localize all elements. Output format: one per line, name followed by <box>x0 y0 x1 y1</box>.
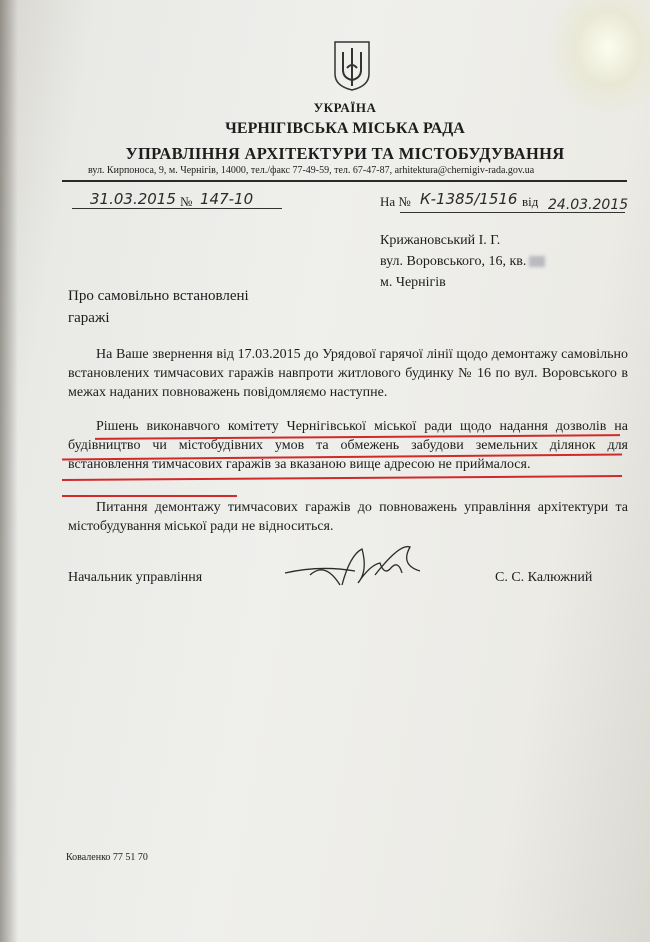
red-underline-4 <box>62 495 237 497</box>
page-shadow <box>0 0 18 942</box>
reference-underline <box>400 212 625 213</box>
signatory-name: С. С. Калюжний <box>495 570 593 585</box>
reference-number: К-1385/1516 <box>420 190 518 208</box>
redacted-apartment <box>529 256 545 267</box>
recipient-city: м. Чернігів <box>380 275 446 290</box>
handwritten-signature-icon <box>280 535 430 595</box>
red-underline-3 <box>62 475 622 481</box>
trident-crest-icon <box>333 40 371 92</box>
reference-prefix: На № <box>380 194 411 209</box>
reference-date: 24.03.2015 <box>548 197 629 213</box>
body-paragraph-1: На Ваше звернення від 17.03.2015 до Урядової гарячої лінії щодо демонтажу самовільно встановлених тимчасових гаражів навпроти житлового будинку № 16 по вул. Воровського в межах наданих повноважень повідомляємо наступне. <box>68 347 628 400</box>
letterhead-country: УКРАЇНА <box>313 100 377 115</box>
letterhead-department: УПРАВЛІННЯ АРХІТЕКТУРИ ТА МІСТОБУДУВАННЯ <box>125 144 565 163</box>
letterhead-rule <box>62 180 627 182</box>
outgoing-date: 31.03.2015 <box>90 190 176 208</box>
outgoing-underline <box>72 208 282 209</box>
body-paragraph-3: Питання демонтажу тимчасових гаражів до повноважень управління архітектури та містобудування міської ради не відноситься. <box>68 500 628 534</box>
letterhead-address: вул. Кирпоноса, 9, м. Чернігів, 14000, тел./факс 77-49-59, тел. 67-47-87, arhitektura@chernigiv-rada.gov.ua <box>88 165 535 176</box>
body-paragraph-2: Рішень виконавчого комітету Чернігівської міської ради щодо надання дозволів на будівництво чи містобудівних умов та обмежень забудови земельних ділянок для встановлення тимчасових гаражів за вказаною вище адресою не приймалося. <box>68 419 628 472</box>
executor-contact: Коваленко 77 51 70 <box>66 852 148 863</box>
recipient-address-line <box>380 251 545 272</box>
subject-block <box>68 285 249 329</box>
signatory-role: Начальник управління <box>68 570 203 585</box>
outgoing-number: 147-10 <box>200 190 254 208</box>
letterhead-council: ЧЕРНІГІВСЬКА МІСЬКА РАДА <box>225 120 465 137</box>
recipient-block <box>380 230 545 293</box>
subject-line-1: Про самовільно встановлені <box>68 288 249 304</box>
subject-line-2: гаражі <box>68 310 110 326</box>
recipient-street: вул. Воровського, 16, кв. <box>380 254 527 269</box>
reference-date-prefix: від <box>522 194 539 209</box>
outgoing-number-prefix: № <box>180 194 193 209</box>
recipient-name: Крижановський І. Г. <box>380 233 501 248</box>
